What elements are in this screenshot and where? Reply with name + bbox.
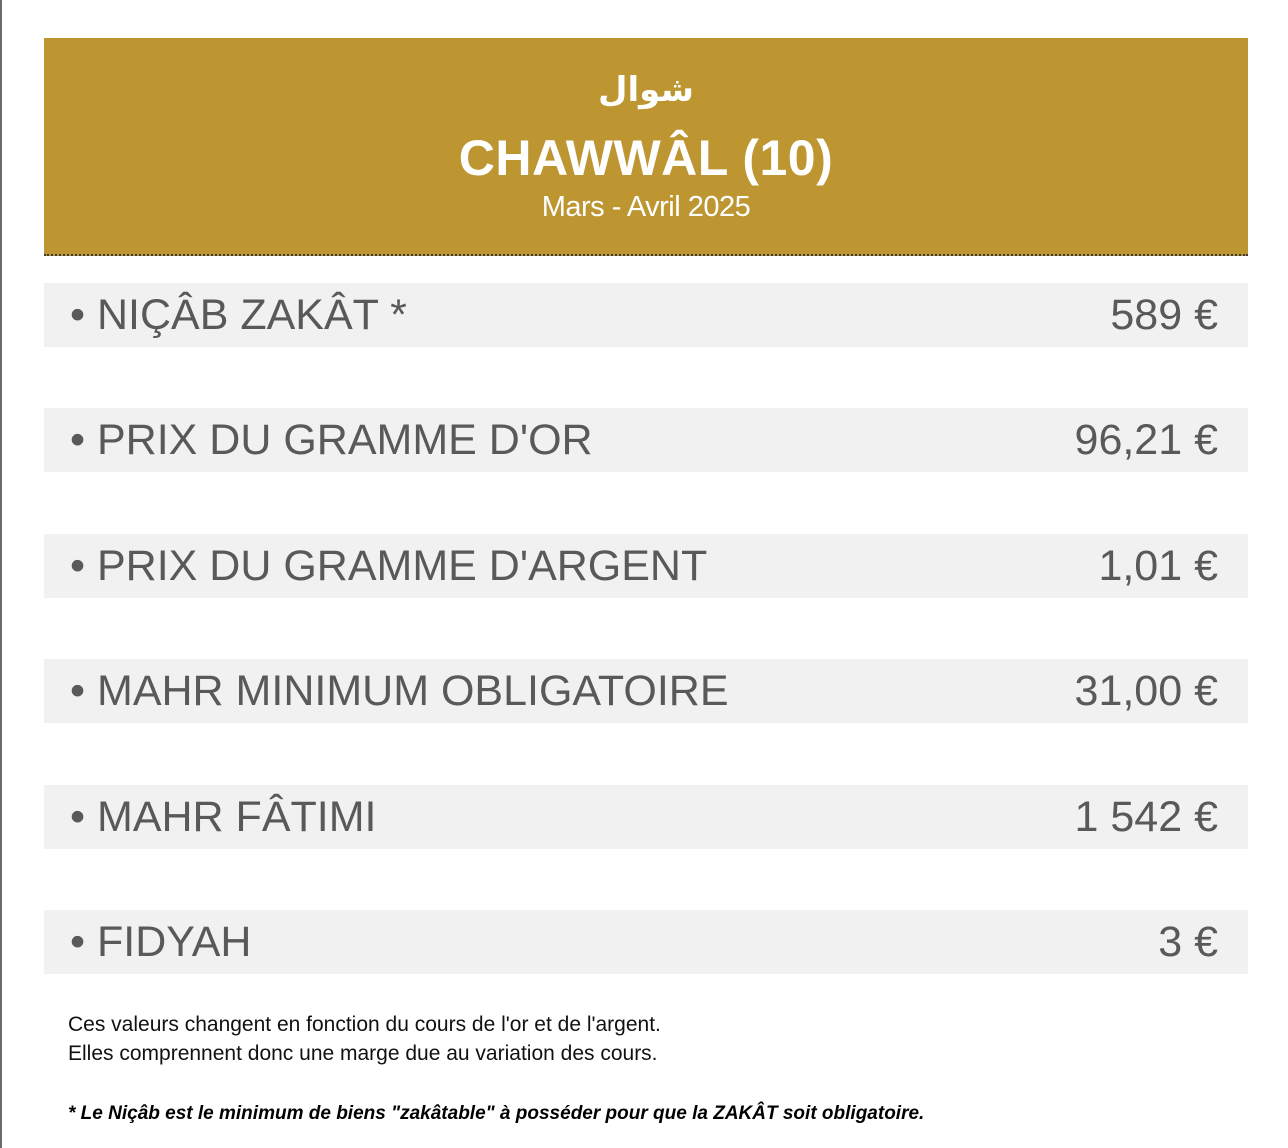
footnote: * Le Niçâb est le minimum de biens "zakâtable" à posséder pour que la ZAKÂT soit obligatoire. [68,1103,925,1124]
row-label: • FIDYAH [70,917,252,966]
month-title: CHAWWÂL (10) [458,130,834,186]
row-value: 589 € [1110,291,1218,339]
row-value: 31,00 € [1074,667,1218,716]
note-line: Ces valeurs changent en fonction du cours de l'or et de l'argent. [68,1013,661,1036]
row-value: 1 542 € [1074,792,1218,841]
row-nicab-zakat [44,283,1248,347]
notes-paragraph [68,1010,661,1068]
arabic-month-title: شوال [598,70,694,110]
row-label: • PRIX DU GRAMME D'OR [70,416,593,465]
row-value: 1,01 € [1098,541,1218,590]
month-header [44,38,1248,256]
row-mahr-minimum [44,659,1248,723]
row-gold-price [44,408,1248,472]
row-label: • PRIX DU GRAMME D'ARGENT [70,541,708,590]
row-value: 96,21 € [1074,416,1218,465]
page-left-border [0,0,2,1148]
row-value: 3 € [1158,917,1218,966]
row-label: • MAHR MINIMUM OBLIGATOIRE [70,667,729,716]
row-silver-price [44,534,1248,598]
row-fidyah [44,910,1248,974]
month-date-range: Mars - Avril 2025 [541,191,751,223]
row-mahr-fatimi [44,785,1248,849]
note-line: Elles comprennent donc une marge due au variation des cours. [68,1042,658,1065]
row-label: • MAHR FÂTIMI [70,792,377,841]
row-label: • NIÇÂB ZAKÂT * [70,291,407,339]
values-list [44,283,1248,1035]
